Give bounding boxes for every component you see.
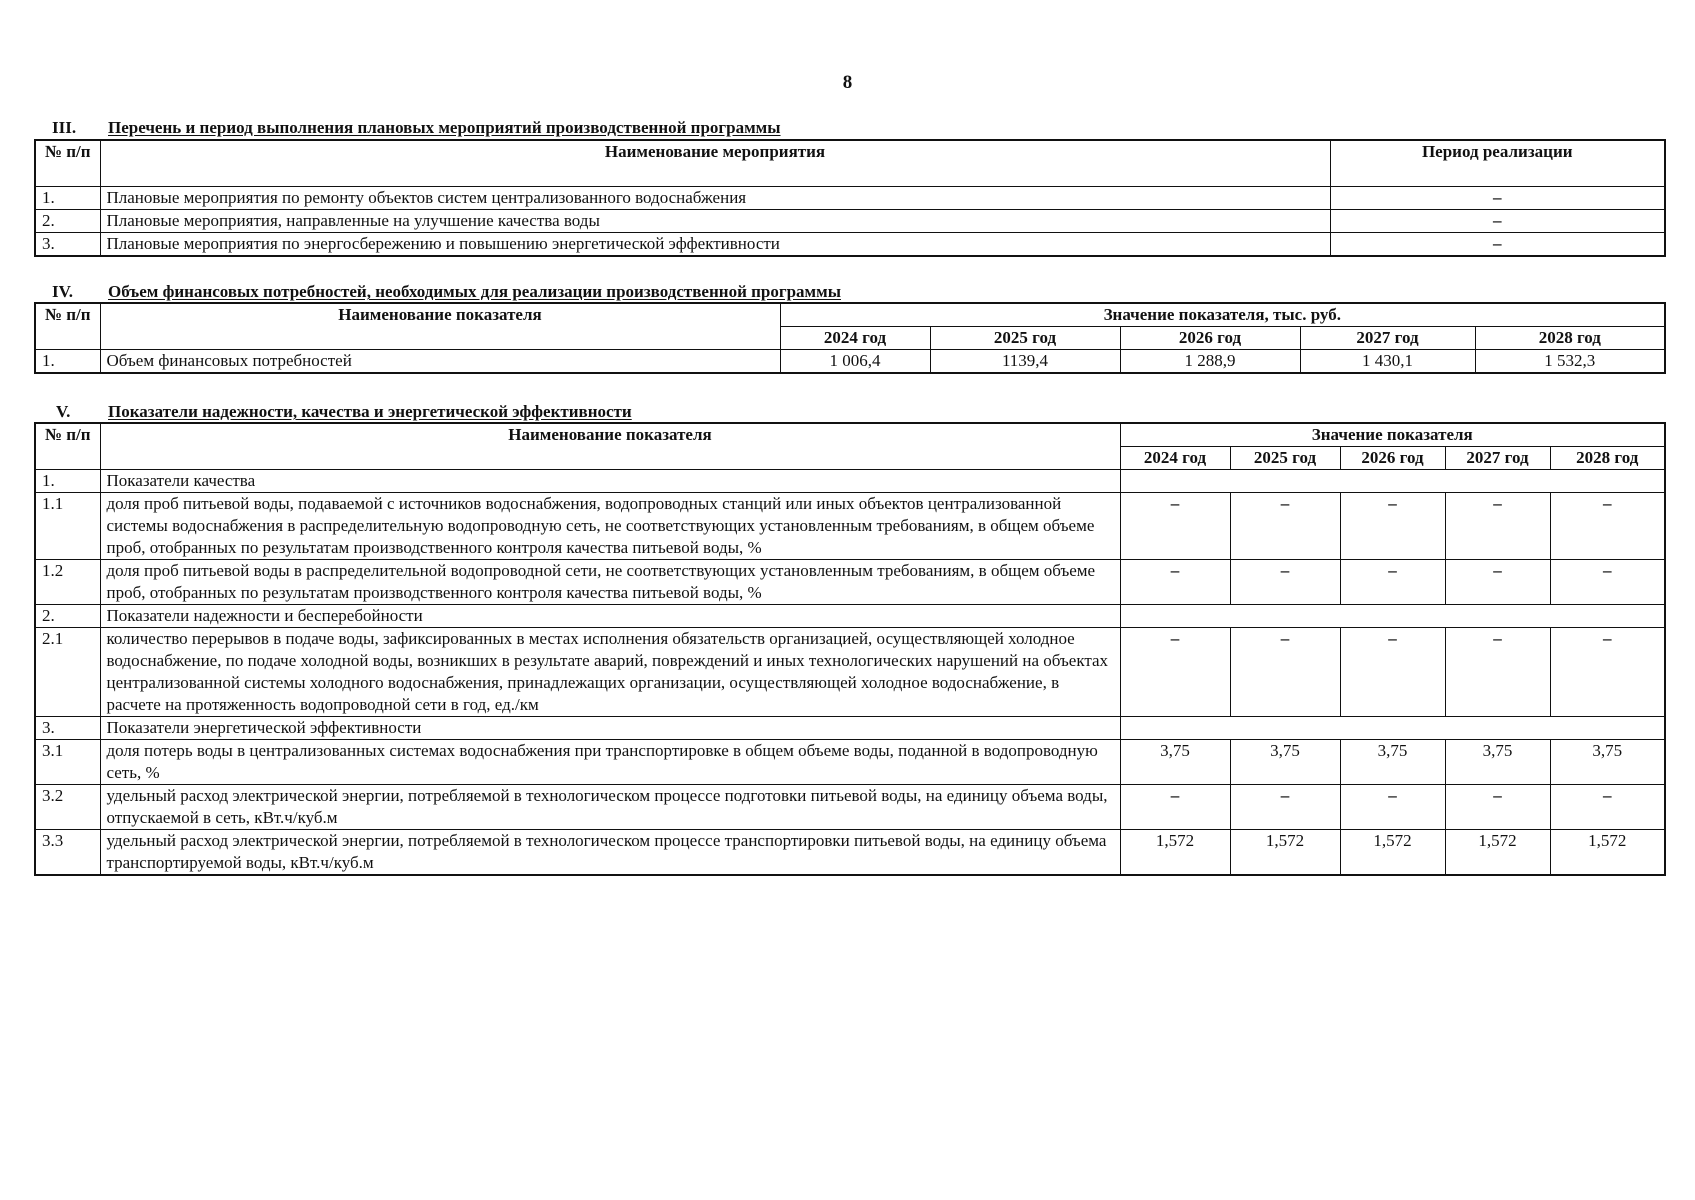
row-number: 1.2 bbox=[35, 560, 100, 605]
row-number: 1. bbox=[35, 186, 100, 209]
row-name: удельный расход электрической энергии, потребляемой в технологическом процессе подготовки питьевой воды, на единицу объема воды, отпускаемой в сеть, кВт.ч/куб.м bbox=[100, 785, 1120, 830]
value-cell: 1,572 bbox=[1340, 830, 1445, 876]
value-cell: 1 006,4 bbox=[780, 350, 930, 374]
value-cell: – bbox=[1340, 785, 1445, 830]
row-number: 1. bbox=[35, 350, 100, 374]
year-header: 2024 год bbox=[780, 327, 930, 350]
value-cell: – bbox=[1550, 493, 1665, 560]
value-cell: 3,75 bbox=[1550, 740, 1665, 785]
value-cell: 3,75 bbox=[1120, 740, 1230, 785]
row-name: Плановые мероприятия по энергосбережению и повышению энергетической эффективности bbox=[100, 232, 1330, 256]
row-number: 1.1 bbox=[35, 493, 100, 560]
year-header: 2026 год bbox=[1120, 327, 1300, 350]
row-number: 2.1 bbox=[35, 628, 100, 717]
section-4-title: Объем финансовых потребностей, необходимых для реализации производственной программы bbox=[108, 282, 841, 301]
section-3-header-row bbox=[35, 140, 1665, 186]
value-cell: – bbox=[1340, 493, 1445, 560]
row-period: – bbox=[1330, 209, 1665, 232]
section-3-table bbox=[34, 139, 1666, 257]
section-4-header-row bbox=[35, 303, 1665, 327]
value-cell: 1,572 bbox=[1550, 830, 1665, 876]
value-cell: – bbox=[1120, 785, 1230, 830]
row-name: Объем финансовых потребностей bbox=[100, 350, 780, 374]
value-cell: – bbox=[1445, 628, 1550, 717]
value-cell: – bbox=[1550, 628, 1665, 717]
row-period: – bbox=[1330, 186, 1665, 209]
value-cell: 3,75 bbox=[1445, 740, 1550, 785]
value-cell: 1 288,9 bbox=[1120, 350, 1300, 374]
year-header: 2024 год bbox=[1120, 447, 1230, 470]
row-name: доля потерь воды в централизованных системах водоснабжения при транспортировке в общем объеме воды, поданной в водопроводную сеть, % bbox=[100, 740, 1120, 785]
section-3-number: III. bbox=[52, 118, 77, 137]
year-header: 2025 год bbox=[1230, 447, 1340, 470]
value-cell: – bbox=[1120, 560, 1230, 605]
table-row bbox=[35, 785, 1665, 830]
row-name: Показатели надежности и бесперебойности bbox=[100, 605, 1120, 628]
year-header: 2027 год bbox=[1445, 447, 1550, 470]
row-name: количество перерывов в подаче воды, зафиксированных в местах исполнения обязательств организацией, осуществляющей холодное водоснабжение, по подаче холодной воды, возникших в результате аварий, повреждений и иных технологических нарушений на объектах централизованной системы холодного водоснабжения, принадлежащих организации, осуществляющей холодное водоснабжение, в расчете на протяженность водопроводной сети в год, ед./км bbox=[100, 628, 1120, 717]
value-cell: – bbox=[1445, 493, 1550, 560]
row-name: доля проб питьевой воды, подаваемой с источников водоснабжения, водопроводных станций или иных объектов централизованной системы водоснабжения в распределительную водопроводную сеть, не соответствующих установленным требованиям, в общем объеме проб, отобранных по результатам производственного контроля качества питьевой воды, % bbox=[100, 493, 1120, 560]
table-row bbox=[35, 830, 1665, 876]
row-name: доля проб питьевой воды в распределительной водопроводной сети, не соответствующих установленным требованиям, в общем объеме проб, отобранных по результатам производственного контроля качества питьевой воды, % bbox=[100, 560, 1120, 605]
group-row bbox=[35, 470, 1665, 493]
table-row bbox=[35, 350, 1665, 374]
value-cell: 3,75 bbox=[1230, 740, 1340, 785]
row-number: 3.3 bbox=[35, 830, 100, 876]
table-row bbox=[35, 628, 1665, 717]
row-name: Плановые мероприятия, направленные на улучшение качества воды bbox=[100, 209, 1330, 232]
value-cell: – bbox=[1230, 493, 1340, 560]
table-row bbox=[35, 560, 1665, 605]
table-row bbox=[35, 232, 1665, 256]
header-num: № п/п bbox=[35, 140, 100, 186]
value-cell: – bbox=[1230, 560, 1340, 605]
value-cell: – bbox=[1230, 628, 1340, 717]
row-number: 2. bbox=[35, 605, 100, 628]
section-3-title: Перечень и период выполнения плановых мероприятий производственной программы bbox=[108, 118, 781, 137]
header-period: Период реализации bbox=[1330, 140, 1665, 186]
group-row bbox=[35, 605, 1665, 628]
value-cell: 1 532,3 bbox=[1475, 350, 1665, 374]
value-cell: – bbox=[1120, 628, 1230, 717]
row-number: 3.1 bbox=[35, 740, 100, 785]
table-row bbox=[35, 186, 1665, 209]
value-cell: – bbox=[1445, 785, 1550, 830]
section-5-title: Показатели надежности, качества и энергетической эффективности bbox=[108, 402, 632, 421]
row-period: – bbox=[1330, 232, 1665, 256]
row-number: 1. bbox=[35, 470, 100, 493]
year-header: 2028 год bbox=[1475, 327, 1665, 350]
empty-value-cell bbox=[1120, 470, 1665, 493]
value-cell: 1 430,1 bbox=[1300, 350, 1475, 374]
value-cell: – bbox=[1550, 785, 1665, 830]
value-cell: 3,75 bbox=[1340, 740, 1445, 785]
year-header: 2026 год bbox=[1340, 447, 1445, 470]
section-5-table bbox=[34, 422, 1666, 876]
header-num: № п/п bbox=[35, 303, 100, 350]
header-name: Наименование показателя bbox=[100, 303, 780, 350]
table-row bbox=[35, 493, 1665, 560]
table-row bbox=[35, 740, 1665, 785]
header-num: № п/п bbox=[35, 423, 100, 470]
row-number: 2. bbox=[35, 209, 100, 232]
row-name: Показатели энергетической эффективности bbox=[100, 717, 1120, 740]
header-name: Наименование мероприятия bbox=[100, 140, 1330, 186]
empty-value-cell bbox=[1120, 605, 1665, 628]
section-4-table bbox=[34, 302, 1666, 374]
empty-value-cell bbox=[1120, 717, 1665, 740]
section-5-number: V. bbox=[56, 402, 71, 421]
row-number: 3. bbox=[35, 717, 100, 740]
year-header: 2028 год bbox=[1550, 447, 1665, 470]
table-row bbox=[35, 209, 1665, 232]
row-number: 3. bbox=[35, 232, 100, 256]
value-cell: 1,572 bbox=[1445, 830, 1550, 876]
row-name: Показатели качества bbox=[100, 470, 1120, 493]
value-cell: 1,572 bbox=[1230, 830, 1340, 876]
header-name: Наименование показателя bbox=[100, 423, 1120, 470]
value-cell: – bbox=[1120, 493, 1230, 560]
value-cell: – bbox=[1340, 628, 1445, 717]
row-name: Плановые мероприятия по ремонту объектов систем централизованного водоснабжения bbox=[100, 186, 1330, 209]
page-number: 8 bbox=[842, 72, 853, 93]
header-value: Значение показателя bbox=[1120, 423, 1665, 447]
value-cell: – bbox=[1550, 560, 1665, 605]
group-row bbox=[35, 717, 1665, 740]
row-number: 3.2 bbox=[35, 785, 100, 830]
value-cell: 1139,4 bbox=[930, 350, 1120, 374]
section-5-header-row bbox=[35, 423, 1665, 447]
header-value: Значение показателя, тыс. руб. bbox=[780, 303, 1665, 327]
value-cell: 1,572 bbox=[1120, 830, 1230, 876]
row-name: удельный расход электрической энергии, потребляемой в технологическом процессе транспортировки питьевой воды, на единицу объема транспортируемой воды, кВт.ч/куб.м bbox=[100, 830, 1120, 876]
year-header: 2027 год bbox=[1300, 327, 1475, 350]
value-cell: – bbox=[1340, 560, 1445, 605]
section-4-number: IV. bbox=[52, 282, 73, 301]
value-cell: – bbox=[1445, 560, 1550, 605]
value-cell: – bbox=[1230, 785, 1340, 830]
year-header: 2025 год bbox=[930, 327, 1120, 350]
